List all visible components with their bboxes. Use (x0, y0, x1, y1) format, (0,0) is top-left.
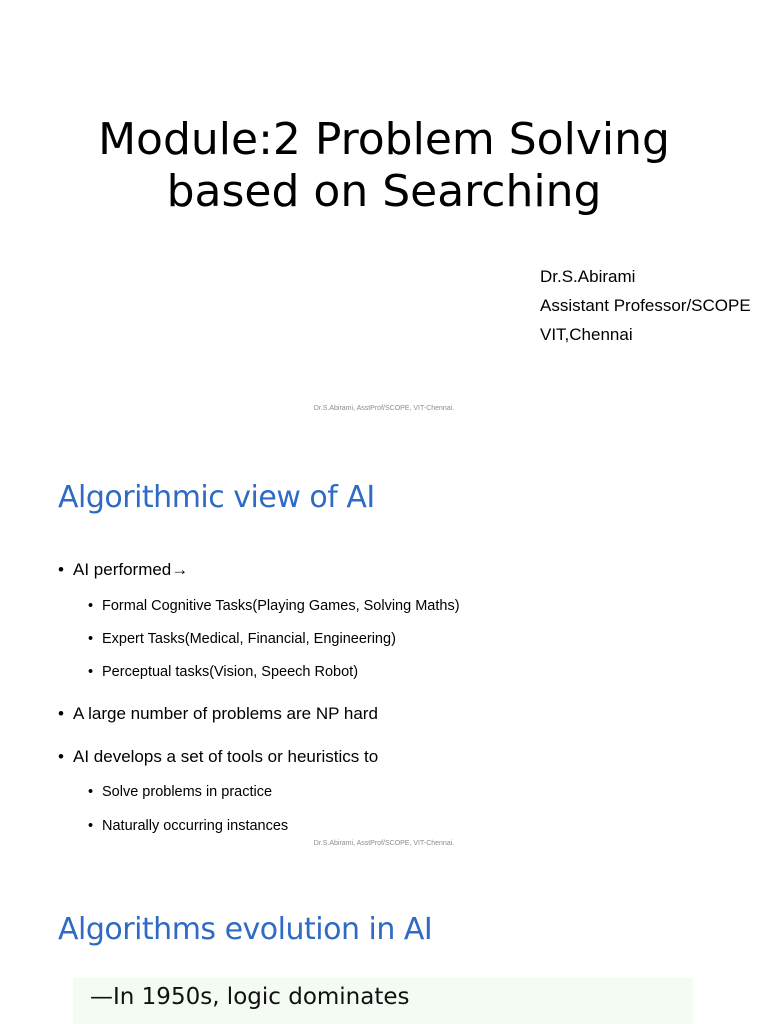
sub-bullet-item: • Expert Tasks(Medical, Financial, Engineering) (102, 631, 396, 647)
title-line-2: based on Searching (166, 166, 602, 217)
embedded-image-text: —In 1950s, logic dominates (90, 984, 410, 1010)
slide-footer: Dr.S.Abirami, AsstProf/SCOPE, VIT-Chennai. (313, 840, 455, 847)
title-slide (0, 0, 768, 432)
content-slide-algorithms-evolution (0, 868, 768, 1024)
author-name: Dr.S.Abirami (540, 267, 636, 286)
author-position: Assistant Professor/SCOPE (540, 296, 751, 315)
content-slide-algorithmic-view (0, 434, 768, 866)
slide-footer: Dr.S.Abirami, AsstProf/SCOPE, VIT-Chennai. (313, 405, 455, 412)
title-line-1: Module:2 Problem Solving (98, 114, 670, 165)
sub-bullet-item: • Naturally occurring instances (102, 818, 288, 834)
sub-bullet-item: • Formal Cognitive Tasks(Playing Games, Solving Maths) (102, 598, 460, 614)
bullet-item: • AI develops a set of tools or heuristics to (73, 747, 378, 767)
author-institution: VIT,Chennai (540, 325, 633, 344)
author-block (540, 262, 751, 349)
slide-heading: Algorithmic view of AI (58, 480, 375, 515)
bullet-item (73, 560, 188, 580)
bullet-item: • A large number of problems are NP hard (73, 704, 378, 724)
sub-bullet-item: • Perceptual tasks(Vision, Speech Robot) (102, 664, 358, 680)
arrow-right-icon: → (171, 560, 189, 579)
bullet-text: AI performed (73, 560, 172, 579)
slide-title (0, 114, 768, 218)
sub-bullet-item: • Solve problems in practice (102, 784, 272, 800)
slide-heading: Algorithms evolution in AI (58, 912, 433, 947)
